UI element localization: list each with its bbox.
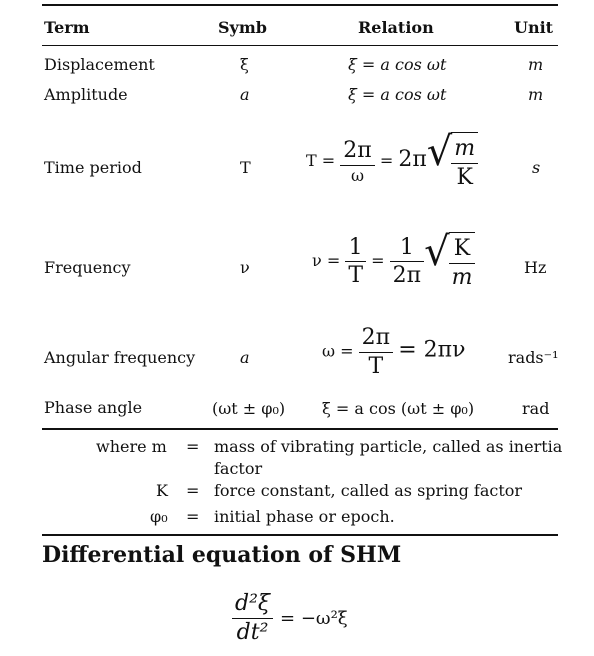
relation-frequency [312, 229, 475, 291]
header-symb: Symb [218, 18, 267, 37]
symb-amplitude: a [240, 85, 250, 104]
tp-coef: 2π [398, 147, 427, 172]
header-rule [42, 45, 558, 46]
relation-angular-frequency [322, 324, 465, 380]
term-frequency: Frequency [44, 258, 131, 277]
unit-time-period: s [532, 158, 541, 177]
diff-fraction [232, 590, 273, 646]
diff-num: d²ξ [232, 590, 273, 619]
tp-rad-num: m [451, 135, 478, 164]
section-rule [42, 534, 558, 536]
radical-icon: √ [424, 229, 450, 275]
unit-frequency: Hz [524, 258, 547, 277]
af-frac-num: 2π [359, 324, 393, 353]
note-m-eq: = [186, 437, 200, 456]
af-rhs: = 2πν [398, 337, 466, 363]
note-k-label: K [156, 481, 168, 500]
diff-rhs: = −ω²ξ [280, 608, 348, 629]
fr-eq: = [371, 251, 385, 270]
fr-rad-fraction [449, 235, 476, 291]
relation-amplitude: ξ = a cos ωt [348, 85, 447, 104]
fr-rad-num: K [449, 235, 476, 264]
term-angular-frequency: Angular frequency [44, 348, 196, 367]
tp-lhs: T = [306, 151, 336, 170]
tp-sqrt [426, 129, 478, 191]
relation-time-period [306, 129, 478, 191]
tp-fraction [340, 137, 374, 186]
note-m-text2: factor [214, 459, 263, 478]
unit-phase-angle: rad [522, 399, 550, 418]
note-m-text: mass of vibrating particle, called as inertia [214, 437, 563, 456]
symb-angular-frequency: a [240, 348, 250, 367]
fr-frac1-den: T [348, 263, 363, 288]
header-relation: Relation [358, 18, 434, 37]
table-bottom-rule [42, 428, 558, 430]
symb-time-period: T [240, 158, 251, 177]
term-displacement: Displacement [44, 55, 155, 74]
tp-eq: = [379, 151, 394, 170]
symb-displacement: ξ [240, 55, 249, 74]
fr-lhs: ν = [312, 251, 341, 270]
note-phi-label: φ₀ [150, 507, 168, 526]
fr-frac2-num: 1 [390, 234, 424, 263]
term-time-period: Time period [44, 158, 142, 177]
unit-amplitude: m [528, 85, 544, 104]
header-unit: Unit [514, 18, 554, 37]
fr-fraction-2 [390, 234, 424, 290]
term-phase-angle: Phase angle [44, 398, 143, 417]
differential-equation [232, 590, 348, 646]
af-frac-den: T [368, 353, 384, 379]
note-phi-eq: = [186, 507, 200, 526]
fr-frac1-num: 1 [345, 234, 366, 263]
diff-den: dt² [236, 619, 269, 645]
note-m-label: where m [96, 437, 167, 456]
note-phi-text: initial phase or epoch. [214, 507, 395, 526]
header-term: Term [44, 18, 90, 37]
relation-phase-angle: ξ = a cos (ωt ± φ₀) [322, 399, 475, 418]
symb-frequency: ν [240, 258, 250, 277]
fr-frac2-den: 2π [392, 263, 422, 288]
tp-rad-fraction [451, 135, 478, 191]
tp-frac-num: 2π [340, 137, 374, 166]
top-rule [42, 4, 558, 6]
section-title: Differential equation of SHM [42, 542, 402, 568]
term-amplitude: Amplitude [44, 85, 128, 104]
tp-rad-den: K [456, 164, 473, 190]
note-k-eq: = [186, 481, 200, 500]
fr-rad-den: m [451, 264, 473, 290]
radical-icon: √ [426, 129, 453, 175]
note-k-text: force constant, called as spring factor [214, 481, 523, 500]
tp-frac-den: ω [350, 165, 365, 185]
unit-angular-frequency: rads⁻¹ [508, 348, 559, 367]
af-fraction [359, 324, 393, 380]
fr-sqrt [424, 229, 475, 291]
relation-displacement: ξ = a cos ωt [348, 55, 447, 74]
af-lhs: ω = [322, 341, 354, 361]
symb-phase-angle: (ωt ± φ₀) [212, 399, 286, 418]
fr-fraction-1 [345, 234, 366, 290]
unit-displacement: m [528, 55, 544, 74]
